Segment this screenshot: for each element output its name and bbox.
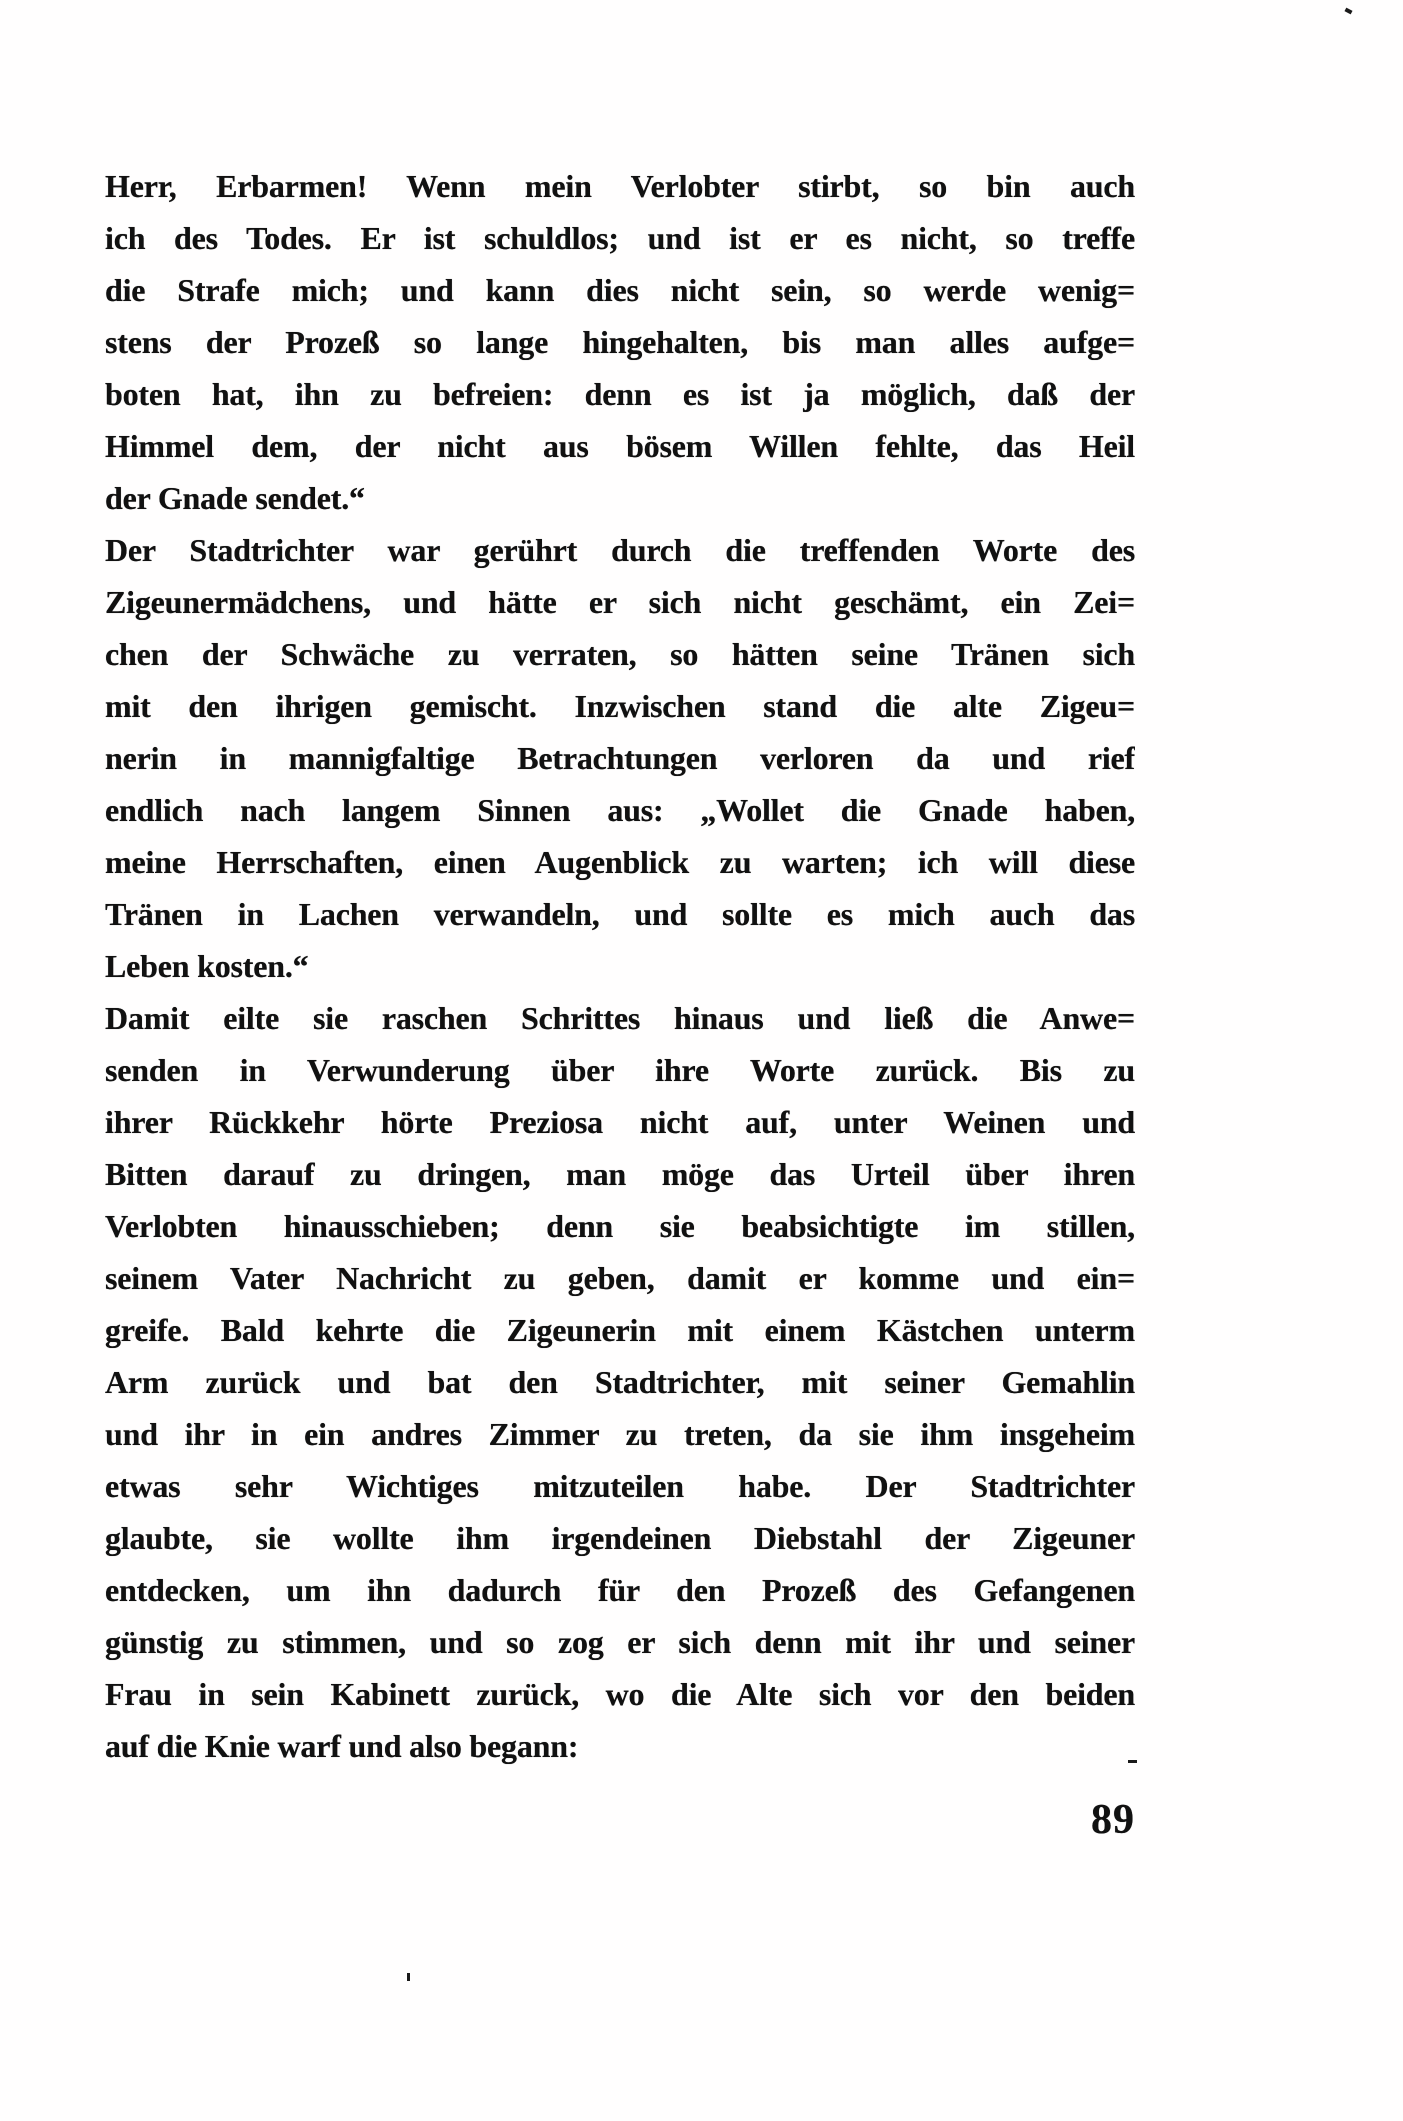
text-line: Leben kosten.“ [105,948,309,984]
text-line: Frau in sein Kabinett zurück, wo die Alte sich vor den beiden [105,1676,1135,1712]
text-line: ich des Todes. Er ist schuldlos; und ist er es nicht, so treffe [105,220,1135,256]
text-line: Herr, Erbarmen! Wenn mein Verlobter stirbt, so bin auch [105,168,1135,204]
text-line: Arm zurück und bat den Stadtrichter, mit seiner Gemahlin [105,1364,1135,1400]
text-line: stens der Prozeß so lange hingehalten, bis man alles aufge= [105,324,1135,360]
text-line: die Strafe mich; und kann dies nicht sein, so werde wenig= [105,272,1135,308]
paragraph [105,524,1135,992]
text-line: senden in Verwunderung über ihre Worte zurück. Bis zu [105,1052,1135,1088]
text-line: etwas sehr Wichtiges mitzuteilen habe. Der Stadtrichter [105,1468,1135,1504]
text-line: und ihr in ein andres Zimmer zu treten, da sie ihm insgeheim [105,1416,1135,1452]
paragraph [105,160,1135,524]
text-line: endlich nach langem Sinnen aus: „Wollet die Gnade haben, [105,792,1135,828]
text-block [105,160,1135,1772]
text-line: greife. Bald kehrte die Zigeunerin mit einem Kästchen unterm [105,1312,1135,1348]
text-line: mit den ihrigen gemischt. Inzwischen stand die alte Zigeu= [105,688,1135,724]
text-line: boten hat, ihn zu befreien: denn es ist ja möglich, daß der [105,376,1135,412]
text-line: seinem Vater Nachricht zu geben, damit er komme und ein= [105,1260,1135,1296]
text-line: Zigeunermädchens, und hätte er sich nicht geschämt, ein Zei= [105,584,1135,620]
text-line: nerin in mannigfaltige Betrachtungen verloren da und rief [105,740,1135,776]
text-line: der Gnade sendet.“ [105,480,365,516]
text-line: Verlobten hinausschieben; denn sie beabsichtigte im stillen, [105,1208,1135,1244]
text-line: Damit eilte sie raschen Schrittes hinaus und ließ die Anwe= [105,1000,1135,1036]
text-line: günstig zu stimmen, und so zog er sich denn mit ihr und seiner [105,1624,1135,1660]
text-line: ihrer Rückkehr hörte Preziosa nicht auf, unter Weinen und [105,1104,1135,1140]
text-line: Tränen in Lachen verwandeln, und sollte es mich auch das [105,896,1135,932]
paragraph [105,992,1135,1772]
text-line: Himmel dem, der nicht aus bösem Willen fehlte, das Heil [105,428,1135,464]
text-line: Der Stadtrichter war gerührt durch die treffenden Worte des [105,532,1135,568]
text-line: chen der Schwäche zu verraten, so hätten seine Tränen sich [105,636,1135,672]
ink-speck [407,1973,410,1981]
text-line: meine Herrschaften, einen Augenblick zu warten; ich will diese [105,844,1135,880]
page-number: 89 [1091,1797,1135,1843]
text-line: glaubte, sie wollte ihm irgendeinen Diebstahl der Zigeuner [105,1520,1135,1556]
text-line: auf die Knie warf und also begann: [105,1728,579,1764]
ink-speck [1344,8,1352,15]
text-line: Bitten darauf zu dringen, man möge das Urteil über ihren [105,1156,1135,1192]
text-line: entdecken, um ihn dadurch für den Prozeß des Gefangenen [105,1572,1135,1608]
